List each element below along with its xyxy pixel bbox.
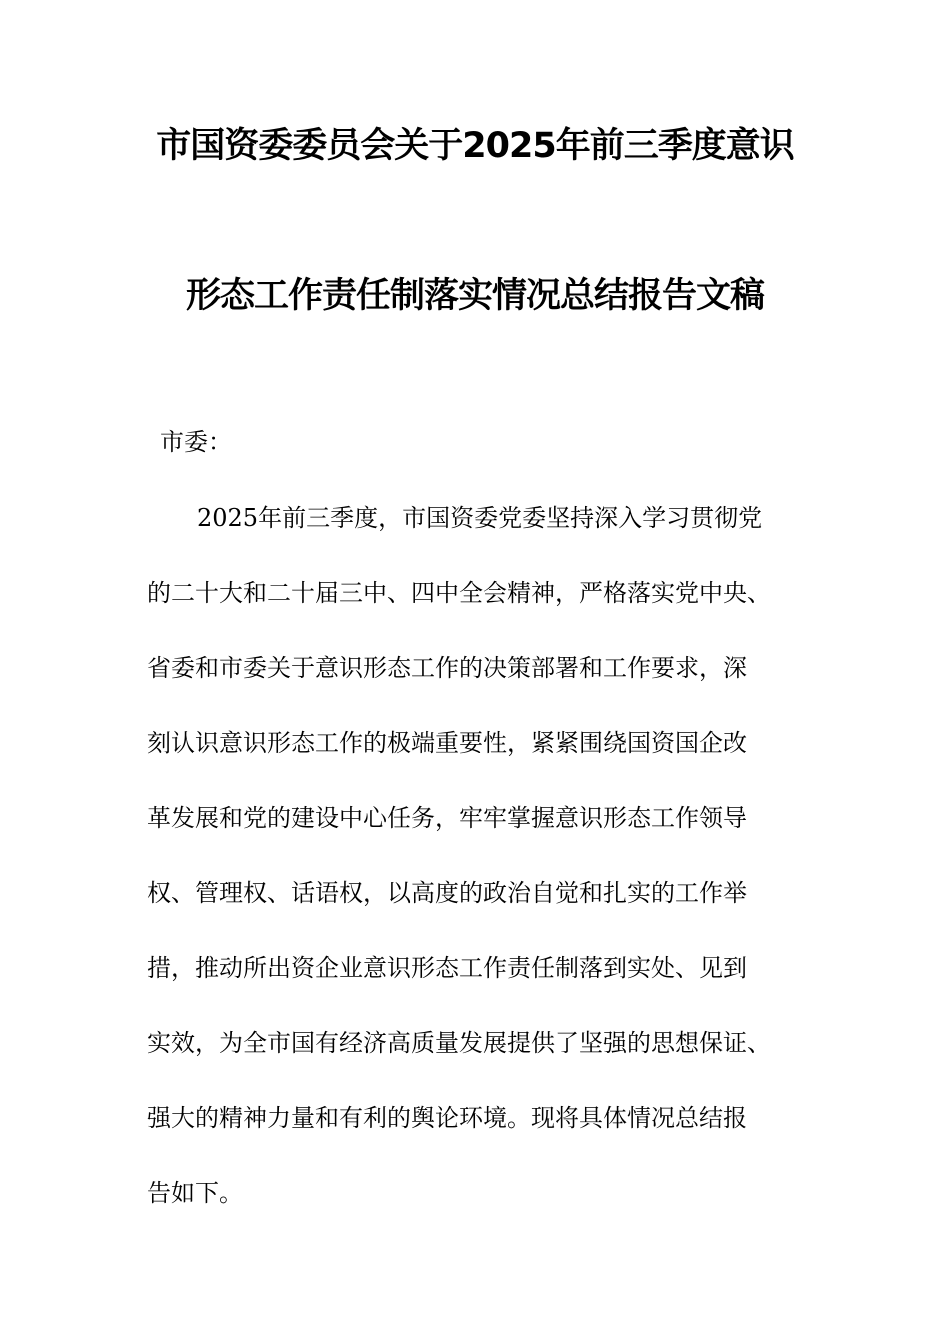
paragraph-line: 2025年前三季度，市国资委党委坚持深入学习贯彻党 <box>197 504 763 532</box>
paragraph-line: 省委和市委关于意识形态工作的决策部署和工作要求，深 <box>147 654 747 682</box>
paragraph-line: 实效，为全市国有经济高质量发展提供了坚强的思想保证、 <box>147 1029 771 1057</box>
paragraph-line: 革发展和党的建设中心任务，牢牢掌握意识形态工作领导 <box>147 804 747 832</box>
paragraph-line: 强大的精神力量和有利的舆论环境。现将具体情况总结报 <box>147 1104 747 1132</box>
paragraph-line: 措，推动所出资企业意识形态工作责任制落到实处、见到 <box>147 954 747 982</box>
document-title-line-1: 市国资委委员会关于2025年前三季度意识 <box>156 126 794 166</box>
salutation: 市委： <box>160 428 232 456</box>
document-title-line-2: 形态工作责任制落实情况总结报告文稿 <box>185 276 764 316</box>
paragraph-line: 告如下。 <box>147 1179 243 1207</box>
paragraph-line: 权、管理权、话语权，以高度的政治自觉和扎实的工作举 <box>147 879 747 907</box>
paragraph-line: 刻认识意识形态工作的极端重要性，紧紧围绕国资国企改 <box>147 729 747 757</box>
paragraph-line: 的二十大和二十届三中、四中全会精神，严格落实党中央、 <box>147 579 771 607</box>
